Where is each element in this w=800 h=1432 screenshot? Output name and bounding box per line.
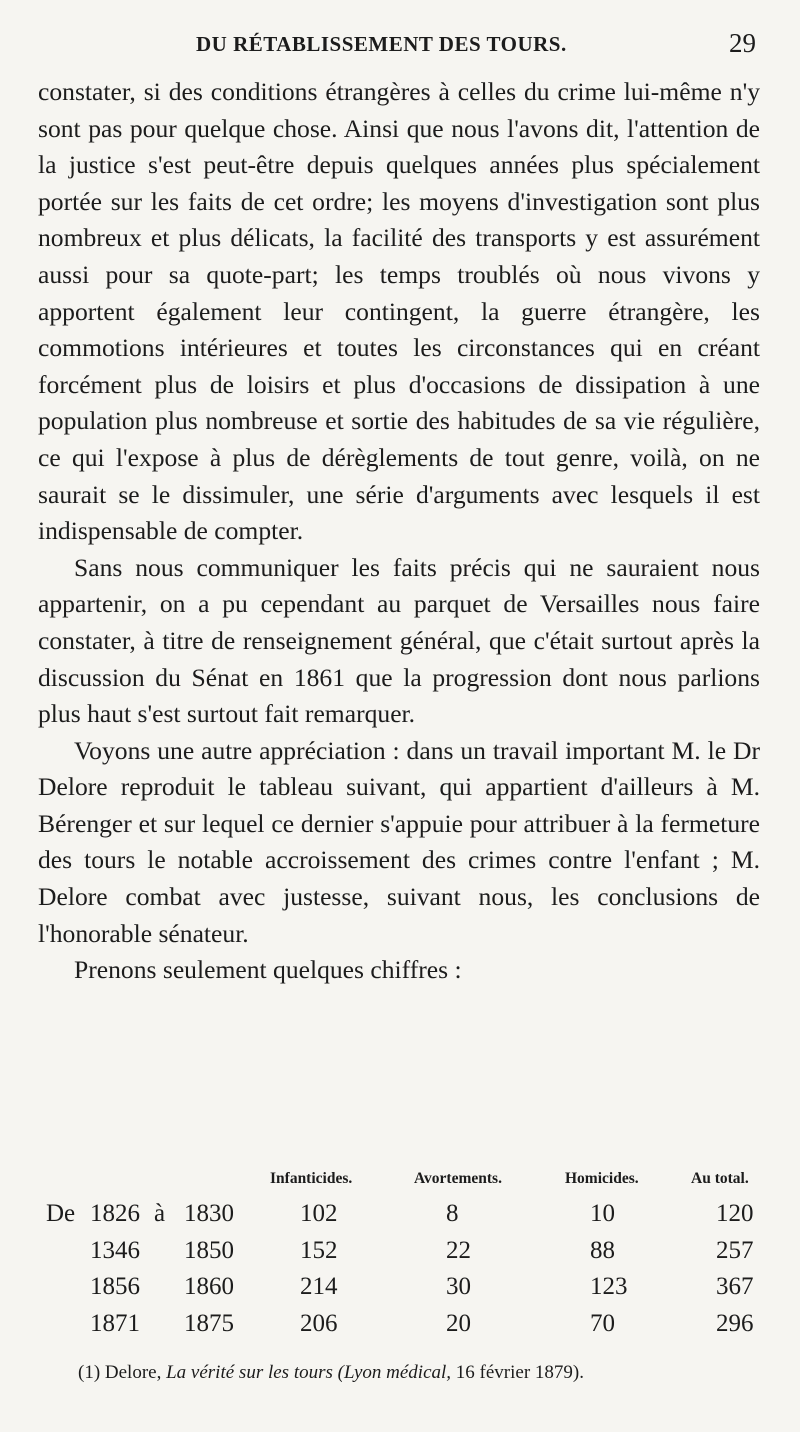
total-value: 296 [716,1309,754,1337]
paragraph: Prenons seulement quelques chiffres : [74,955,462,985]
paragraph: constater, si des conditions étrangères à celles du crime lui-même n'y sont pas pour quelque chose. Ainsi que nous l'avons dit, l'attention de la justice s'est peut-être depuis quelques années plus spécialement portée sur les faits de cet ordre; les moyens d'investigation sont plus nombreux et plus délicats, la facilité des transports y est assurément aussi pour sa quote-part; les temps troublés où nous vivons y apportent également leur contingent, la guerre étrangère, les commotions intérieures et toutes les circonstances qui en créant forcément plus de loisirs et plus d'occasions de dissipation à une population plus nombreuse et sortie des habitudes de sa vie régulière, ce qui l'expose à plus de dérèglements de tout genre, voilà, on ne saurait se le dissimuler, une série d'arguments avec lesquels il est indispensable de compter. [38,77,760,546]
table-row [46,1200,768,1237]
running-head: DU RÉTABLISSEMENT DES TOURS. [196,32,567,56]
footnote-source: (Lyon médical, [337,1362,452,1383]
homicides-value: 10 [590,1200,615,1227]
period-separator: à [154,1200,166,1227]
period-end: 1830 [184,1200,234,1227]
footnote-marker: (1) Delore, [78,1362,162,1383]
total-value: 367 [716,1273,754,1301]
period-start: 1826 [90,1200,140,1227]
row-prefix: De [46,1200,76,1227]
avortements-value: 8 [446,1200,459,1227]
statistics-table [46,1170,768,1346]
table-row [46,1237,768,1274]
avortements-value: 22 [446,1236,471,1264]
footnote [78,1362,778,1384]
total-value: 120 [716,1200,754,1227]
table-row [46,1273,768,1310]
paragraph: Sans nous communiquer les faits précis qui ne sauraient nous appartenir, on a pu cependant au parquet de Versailles nous faire constater, à titre de renseignement général, que c'était surtout après la discussion du Sénat en 1861 que la progression dont nous parlions plus haut s'est surtout fait remarquer. [38,552,760,729]
period-start: 1346 [90,1236,140,1264]
total-value: 257 [716,1236,754,1264]
avortements-value: 30 [446,1273,471,1301]
page-number: 29 [729,28,756,58]
column-header-homicides: Homicides. [565,1170,639,1187]
infanticides-value: 206 [300,1309,338,1337]
homicides-value: 88 [590,1236,615,1264]
body-text [38,74,760,989]
period-end: 1860 [184,1273,234,1301]
infanticides-value: 152 [300,1236,338,1264]
period-start: 1856 [90,1273,140,1301]
column-header-avortements: Avortements. [414,1170,502,1187]
footnote-title: La vérité sur les tours [166,1362,333,1383]
infanticides-value: 214 [300,1273,338,1301]
period-end: 1875 [184,1309,234,1337]
period-start: 1871 [90,1309,140,1337]
column-header-total: Au total. [691,1170,749,1187]
column-header-infanticides: Infanticides. [270,1170,353,1187]
footnote-date: 16 février 1879). [455,1362,585,1383]
page-header [0,28,800,66]
homicides-value: 70 [590,1309,615,1337]
period-end: 1850 [184,1236,234,1264]
paragraph: Voyons une autre appréciation : dans un travail important M. le Dr Delore reproduit le tableau suivant, qui appartient d'ailleurs à M. Bérenger et sur lequel ce dernier s'appuie pour attribuer à la fermeture des tours le notable accroissement des crimes contre l'enfant ; M. Delore combat avec justesse, suivant nous, les conclusions de l'honorable sénateur. [38,735,760,948]
infanticides-value: 102 [300,1200,338,1227]
avortements-value: 20 [446,1309,471,1337]
homicides-value: 123 [590,1273,628,1301]
table-row [46,1310,768,1347]
table-header-row [46,1170,768,1200]
table-body [46,1200,768,1346]
